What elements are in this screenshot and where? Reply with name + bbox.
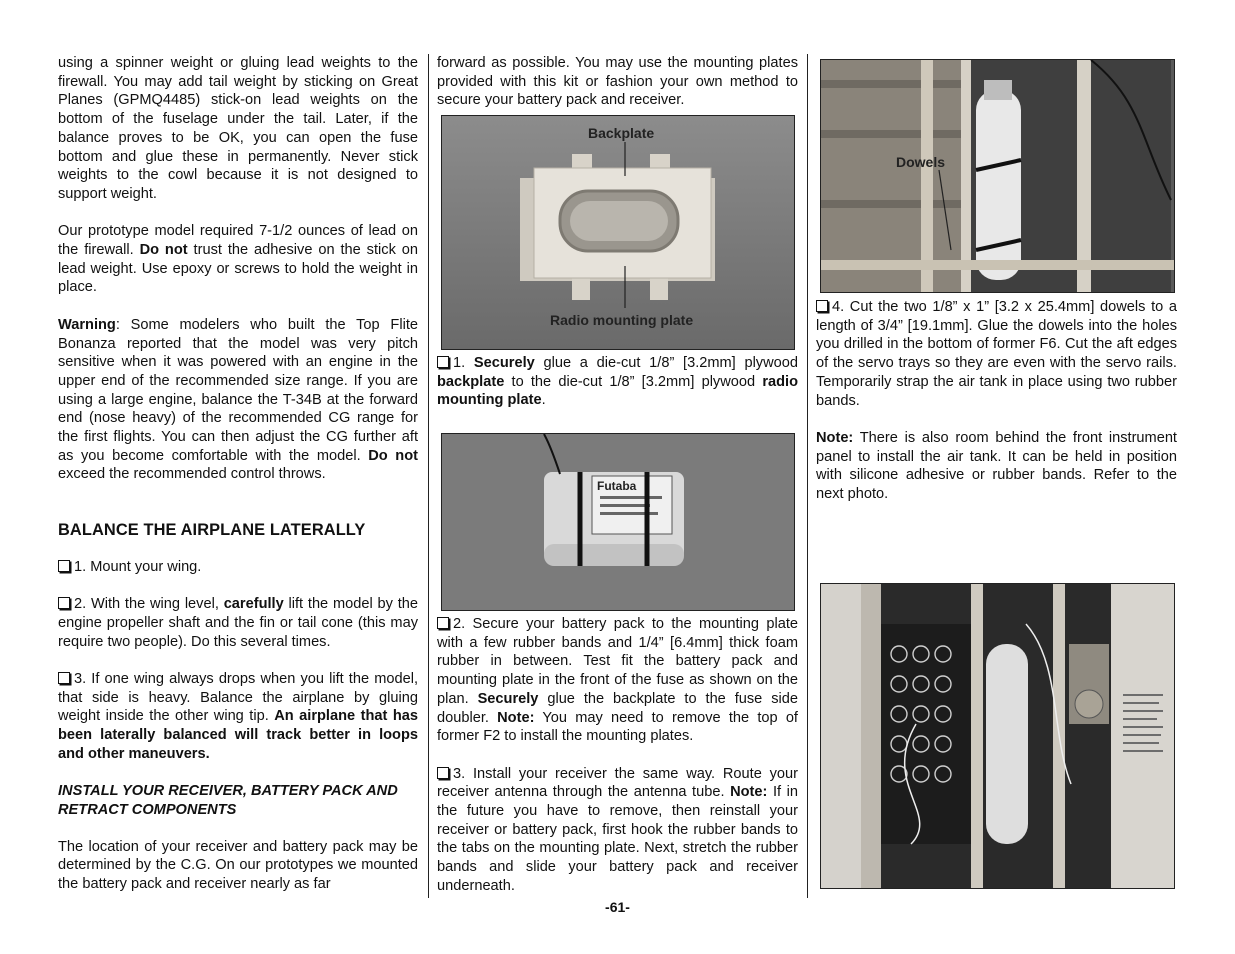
paragraph-location: The location of your receiver and battery pack may be determined by the C.G. On our prototypes we mounted the battery pack and receiver nearly as far [58, 838, 418, 893]
paragraph-lead: Our prototype model required 7-1/2 ounces of lead on the firewall. Do not trust the adhesive on the stick on lead weight. Use epoxy or screws to hold the weight in place. [58, 223, 419, 296]
photo-dowels [820, 59, 1175, 293]
column-left [58, 54, 418, 912]
photo-instrument-panel [820, 583, 1175, 889]
subsection-heading-receiver: INSTALL YOUR RECEIVER, BATTERY PACK AND RETRACT COMPONENTS [58, 783, 398, 818]
checkbox-icon[interactable] [58, 672, 70, 684]
column-divider-left [428, 54, 429, 898]
photo-battery-pack [441, 433, 795, 611]
step-glue-backplate: 1. Securely glue a die-cut 1/8” [3.2mm] plywood backplate to the die-cut 1/8” [3.2mm] plywood radio mounting plate. [437, 355, 798, 409]
column-middle-steps [437, 615, 798, 914]
checkbox-icon[interactable] [58, 597, 70, 609]
step-install-receiver: 3. Install your receiver the same way. Route your receiver antenna through the antenna tube. Note: If in the future you have to remove, then reinstall your receiver or battery pack, first hook the rubber bands to the tabs on the mounting plate. Next, stretch the rubber bands and slide your battery pack and receiver underneath. [437, 765, 799, 894]
paragraph-warning: Warning: Some modelers who built the Top Flite Bonanza reported that the model was very pitch sensitive when it was powered with an engine in the upper end of the recommended size range. If you are using a large engine, balance the T-34B at the forward end (nose heavy) of the recommended CG range for the first flights. You can then adjust the CG further aft as you become comfortable with the model. Do not exceed the recommended control throws. [58, 316, 418, 483]
battery-brand-label: Futaba [597, 479, 637, 493]
checkbox-icon[interactable] [437, 767, 449, 779]
checkbox-icon[interactable] [816, 300, 828, 312]
label-dowels: Dowels [896, 154, 946, 170]
step-secure-battery: 2. Secure your battery pack to the mounting plate with a few rubber bands and 1/4” [6.4mm] thick foam rubber in between. Test fit the battery pack and mounting plate in the front of the fuse as shown on the plan. Securely glue the backplate to the fuse side doubler. Note: You may need to remove the top of former F2 to install the mounting plates. [437, 616, 798, 745]
step-balance-tip: 3. If one wing always drops when you lift the model, that side is heavy. Balance the airplane by gluing weight inside the other wing tip. An airplane that has been laterally balanced will track better in loops and other maneuvers. [58, 671, 418, 762]
step-lift-model: 2. With the wing level, carefully lift the model by the engine propeller shaft and the fin or tail cone (this may require two people). Do this several times. [58, 596, 418, 650]
label-radio-mounting-plate: Radio mounting plate [550, 312, 694, 328]
photo-mounting-plates [441, 115, 795, 350]
paragraph-weights: using a spinner weight or gluing lead weights to the firewall. You may add tail weight by sticking on Great Planes (GPMQ4485) stick-on lead weights on the bottom of the fuselage under the tail. Later, if the balance proves to be OK, you can open the fuse bottom and glue these in permanently. Never stick weights to the cowl because it is not designed to support weight. [58, 55, 418, 202]
step-mount-wing: 1. Mount your wing. [58, 558, 418, 577]
checkbox-icon[interactable] [58, 560, 70, 572]
paragraph-forward: forward as possible. You may use the mounting plates provided with this kit or fashion your own method to secure your battery pack and receiver. [437, 55, 798, 109]
checkbox-icon[interactable] [437, 617, 449, 629]
paragraph-note-tank: Note: There is also room behind the front instrument panel to install the air tank. It can be held in position with silicone adhesive or rubber bands. Refer to the next photo. [816, 429, 1177, 503]
label-backplate: Backplate [588, 125, 655, 141]
section-heading-balance: BALANCE THE AIRPLANE LATERALLY [58, 521, 366, 540]
column-right [816, 298, 1177, 522]
page-number: -61- [605, 899, 630, 915]
step-cut-dowels: 4. Cut the two 1/8” x 1” [3.2 x 25.4mm] dowels to a length of 3/4” [19.1mm]. Glue the dowels into the holes you drilled in the bottom of former F6. Cut the aft edges of the servo trays so they are even with the servo rails. Temporarily strap the air tank in place using two rubber bands. [816, 299, 1177, 409]
column-divider-right [807, 54, 808, 898]
checkbox-icon[interactable] [437, 356, 449, 368]
column-middle-step1 [437, 354, 798, 429]
